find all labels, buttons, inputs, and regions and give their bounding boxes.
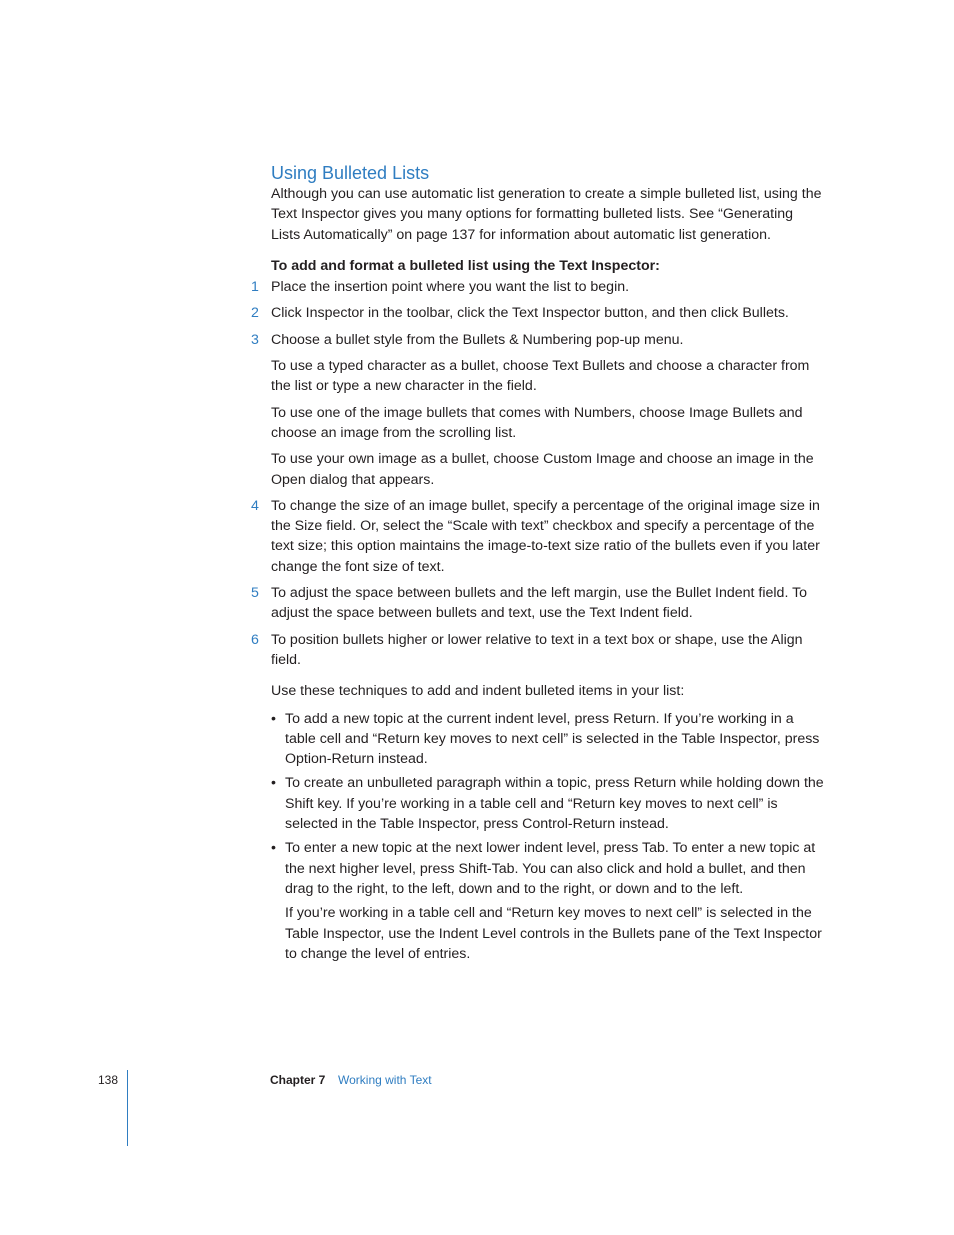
section-title: Using Bulleted Lists: [271, 163, 430, 183]
section-body: [251, 184, 826, 968]
step-item: [251, 583, 826, 624]
step-item: [251, 630, 826, 671]
techniques-intro: Use these techniques to add and indent bulleted items in your list:: [271, 683, 685, 700]
step-text: To adjust the space between bullets and the left margin, use the Bullet Indent field. To adjust the space between bullets and text, use the Text Indent field.: [271, 585, 808, 622]
step-number: 5: [251, 585, 259, 602]
bullet-text: To create an unbulleted paragraph within a topic, press Return while holding down the Shift key. If you’re working in a table cell and “Return key moves to next cell” is selected in the Table Inspector, press Control-Return instead.: [285, 775, 824, 833]
step-number: 4: [251, 497, 259, 514]
bullet-text: To enter a new topic at the next lower indent level, press Tab. To enter a new topic at the next higher level, press Shift-Tab. You can also click and hold a bullet, and then drag to the right, to the left, down and to the right, or down and to the left.: [285, 840, 816, 897]
step-sub-paragraph: To use a typed character as a bullet, choose Text Bullets and choose a character from the list or type a new character in the field.: [271, 358, 810, 395]
page-number: 138: [98, 1073, 119, 1087]
step-text: To change the size of an image bullet, specify a percentage of the original image size in the Size field. Or, select the “Scale with text” checkbox and specify a percentage of the text size; this option maintains the image-to-text size ratio of the bullets even if you later change the font size of text.: [271, 497, 820, 575]
bullet-dot: •: [271, 840, 276, 857]
bullet-continuation: If you’re working in a table cell and “Return key moves to next cell” is selected in the Table Inspector, use the Indent Level controls in the Bullets pane of the Text Inspector to change the level of entries.: [285, 905, 822, 962]
step-sub-paragraph: To use your own image as a bullet, choose Custom Image and choose an image in the Open dialog that appears.: [271, 451, 814, 488]
step-number: 6: [251, 631, 259, 648]
step-text: Click Inspector in the toolbar, click the Text Inspector button, and then click Bullets.: [271, 305, 789, 322]
steps-list: [251, 277, 826, 670]
techniques-list: [271, 709, 826, 965]
bullet-dot: •: [271, 710, 276, 727]
task-heading: To add and format a bulleted list using the Text Inspector:: [271, 257, 660, 274]
footer-chapter-label: Chapter 7: [270, 1073, 326, 1087]
step-text: Place the insertion point where you want the list to begin.: [271, 279, 630, 296]
intro-paragraph: Although you can use automatic list generation to create a simple bulleted list, using the Text Inspector gives you many options for formatting bulleted lists. See “Generating Lists Automatically” on page 137 for information about automatic list generation.: [271, 186, 822, 243]
bullet-item: [271, 709, 826, 770]
step-item: [251, 330, 826, 490]
step-number: 3: [251, 331, 259, 348]
step-item: [251, 303, 826, 323]
step-text: Choose a bullet style from the Bullets & Numbering pop-up menu.: [271, 331, 684, 348]
step-text: To position bullets higher or lower relative to text in a text box or shape, use the Align field.: [271, 631, 803, 668]
bullet-text: To add a new topic at the current indent level, press Return. If you’re working in a table cell and “Return key moves to next cell” is selected in the Table Inspector, press Option-Return instead.: [285, 710, 820, 768]
footer-rule: [127, 1070, 128, 1146]
bullet-dot: •: [271, 775, 276, 792]
step-number: 2: [251, 305, 259, 322]
step-number: 1: [251, 279, 259, 296]
bullet-item: [271, 773, 826, 834]
step-item: [251, 496, 826, 577]
step-sub-paragraph: To use one of the image bullets that comes with Numbers, choose Image Bullets and choose an image from the scrolling list.: [271, 404, 803, 441]
bullet-item: [271, 838, 826, 964]
step-item: [251, 277, 826, 297]
footer-chapter-title: Working with Text: [338, 1073, 432, 1087]
